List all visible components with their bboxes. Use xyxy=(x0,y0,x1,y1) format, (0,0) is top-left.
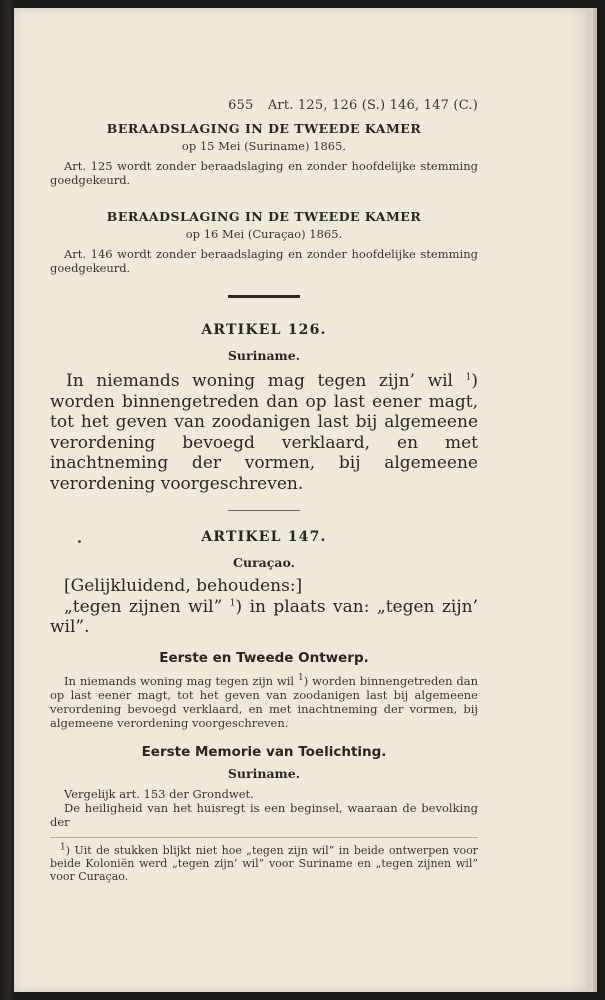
section1-heading: BERAADSLAGING IN DE TWEEDE KAMER xyxy=(106,121,422,136)
section1-text: Art. 125 wordt zonder beraadslaging en zonder hoofdelijke stemming goedgekeurd. xyxy=(50,159,478,187)
article-147-line2: „tegen zijnen wil” $^1$) in plaats van: „tegen zijn’ wil”. xyxy=(50,596,478,637)
ontwerp-text: In niemands woning mag tegen zijn wil $^1$) worden binnengetreden dan op last eener magt, tot het geven van zoodanigen last bij algemeene verordening bevoegd verklaard, en met inachtneming der vormen, bij algemeene verordening voorgeschreven. xyxy=(50,672,479,730)
footnote: $^1$) Uit de stukken blijkt niet hoe „tegen zijn wil” in beide ontwerpen voor beide Koloniën werd „tegen zijn’ wil” voor Suriname en „tegen zijnen wil” voor Curaçao. xyxy=(50,841,478,883)
page-edge-outer xyxy=(593,8,597,992)
footnote-ref: 1 xyxy=(229,597,236,608)
article-126-title: ARTIKEL 126. xyxy=(201,322,327,338)
memorie-heading: Eerste Memorie van Toelichting. xyxy=(141,743,387,760)
section2-heading: BERAADSLAGING IN DE TWEEDE KAMER xyxy=(106,209,422,224)
article-126-text: In niemands woning mag tegen zijn’ wil $^1$) worden binnengetreden dan op last eener magt, tot het geven van zoodanigen last bij algemeene verordening bevoegd verklaard, en met inachtneming der vormen, bij algemeene verordening voorgeschreven. xyxy=(50,371,478,494)
memorie-line1: Vergelijk art. 153 der Grondwet. xyxy=(64,786,254,801)
article-range: Art. 125, 126 (S.) 146, 147 (C.) xyxy=(267,98,478,113)
article-147-title: ARTIKEL 147. xyxy=(201,529,327,545)
section2-date: op 16 Mei (Curaçao) 1865. xyxy=(185,227,343,241)
footnote-ref: 1 xyxy=(298,672,304,683)
article-126-place: Suriname. xyxy=(227,348,301,363)
article-147-place: Curaçao. xyxy=(233,555,295,570)
running-head xyxy=(50,98,478,113)
article-147-line1: [Gelijkluidend, behoudens:] xyxy=(64,576,303,596)
page-number: 655 xyxy=(228,98,254,113)
page-content xyxy=(50,98,478,883)
section1-date: op 15 Mei (Suriname) 1865. xyxy=(181,139,347,153)
ontwerp-heading: Eerste en Tweede Ontwerp. xyxy=(159,649,369,666)
memorie-line2: De heiligheid van het huisregt is een beginsel, waaraan de bevolking der xyxy=(50,800,478,829)
footnote-ref: 1 xyxy=(465,372,472,383)
section2-text: Art. 146 wordt zonder beraadslaging en zonder hoofdelijke stemming goedgekeurd. xyxy=(50,247,478,275)
footnote-mark: 1 xyxy=(60,841,66,852)
memorie-place: Suriname. xyxy=(227,765,301,781)
